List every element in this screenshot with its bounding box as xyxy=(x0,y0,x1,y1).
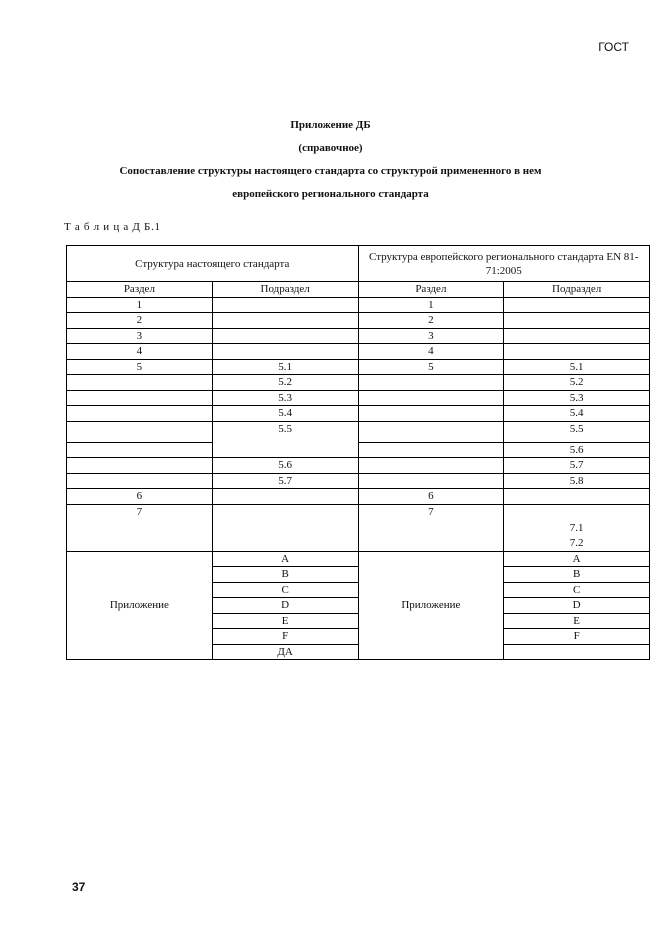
subsection-7-1: 7.1 xyxy=(569,521,584,534)
table-cell xyxy=(212,313,358,329)
table-subheader-row xyxy=(67,282,650,298)
table-cell: 5.3 xyxy=(212,390,358,406)
col-subsection-right: Подраздел xyxy=(504,282,650,298)
appendix-heading-line2: европейского регионального стандарта xyxy=(232,188,429,200)
table-cell: С xyxy=(504,582,650,598)
table-cell xyxy=(504,313,650,329)
comparison-table xyxy=(66,245,650,660)
table-row xyxy=(67,313,650,329)
table-cell: 5.7 xyxy=(504,458,650,474)
table-row xyxy=(67,489,650,505)
table-cell xyxy=(358,458,504,474)
table-cell xyxy=(358,473,504,489)
table-cell: 5 xyxy=(67,359,213,375)
table-cell xyxy=(212,344,358,360)
table-cell: 5.5 xyxy=(212,421,358,458)
table-cell: 5.8 xyxy=(504,473,650,489)
table-cell xyxy=(67,442,213,458)
table-cell xyxy=(67,375,213,391)
table-cell xyxy=(358,406,504,422)
table-cell: 4 xyxy=(67,344,213,360)
table-cell xyxy=(212,489,358,505)
table-cell: 5.2 xyxy=(212,375,358,391)
table-cell: В xyxy=(212,567,358,583)
table-cell: D xyxy=(212,598,358,614)
table-row xyxy=(67,359,650,375)
appendix-label-right: Приложение xyxy=(358,551,504,660)
table-row xyxy=(67,344,650,360)
appendix-title: Приложение ДБ xyxy=(290,119,371,131)
table-row xyxy=(67,390,650,406)
table-cell: 1 xyxy=(358,297,504,313)
table-cell xyxy=(67,473,213,489)
table-cell: 5.1 xyxy=(212,359,358,375)
table-row xyxy=(67,504,650,551)
table-cell: 6 xyxy=(67,489,213,505)
table-cell: 5.6 xyxy=(504,442,650,458)
table-cell: 5 xyxy=(358,359,504,375)
col-section-right: Раздел xyxy=(358,282,504,298)
table-row xyxy=(67,406,650,422)
table-cell: 7 xyxy=(67,504,213,551)
table-cell: E xyxy=(212,613,358,629)
table-row xyxy=(67,375,650,391)
table-row xyxy=(67,297,650,313)
table-cell xyxy=(212,504,358,551)
table-cell xyxy=(504,504,650,551)
table-cell: А xyxy=(212,551,358,567)
col-section-left: Раздел xyxy=(67,282,213,298)
table-cell: 4 xyxy=(358,344,504,360)
page-number: 37 xyxy=(72,880,86,894)
table-cell xyxy=(358,390,504,406)
table-cell: 7 xyxy=(358,504,504,551)
table-cell: 5.7 xyxy=(212,473,358,489)
table-cell: 5.4 xyxy=(504,406,650,422)
table-cell xyxy=(358,375,504,391)
table-caption: Т а б л и ц а Д Б.1 xyxy=(64,221,161,233)
table-cell: F xyxy=(212,629,358,645)
table-cell xyxy=(67,458,213,474)
table-cell: 5.5 xyxy=(504,421,650,442)
header-right: Структура европейского регионального стандарта EN 81-71:2005 xyxy=(358,246,650,282)
table-cell: ДА xyxy=(212,644,358,660)
table-cell xyxy=(504,644,650,660)
table-row xyxy=(67,473,650,489)
appendix-type: (справочное) xyxy=(298,142,363,154)
table-cell xyxy=(358,442,504,458)
table-cell: В xyxy=(504,567,650,583)
appendix-heading-line1: Сопоставление структуры настоящего стандарта со структурой примененного в нем xyxy=(119,165,542,177)
table-cell xyxy=(67,421,213,442)
table-cell: D xyxy=(504,598,650,614)
table-cell: А xyxy=(504,551,650,567)
table-cell xyxy=(504,328,650,344)
table-row xyxy=(67,458,650,474)
header-left: Структура настоящего стандарта xyxy=(67,246,359,282)
table-cell: С xyxy=(212,582,358,598)
table-cell: 5.6 xyxy=(212,458,358,474)
table-cell: 6 xyxy=(358,489,504,505)
table-cell: 5.3 xyxy=(504,390,650,406)
table-cell xyxy=(358,421,504,442)
table-cell: 2 xyxy=(358,313,504,329)
table-cell xyxy=(504,344,650,360)
table-cell: 5.1 xyxy=(504,359,650,375)
table-cell xyxy=(212,297,358,313)
comparison-table-wrap xyxy=(66,245,650,660)
table-cell xyxy=(67,406,213,422)
table-row xyxy=(67,551,650,567)
table-cell: 1 xyxy=(67,297,213,313)
table-cell: F xyxy=(504,629,650,645)
table-row xyxy=(67,328,650,344)
table-header-row xyxy=(67,246,650,282)
table-row xyxy=(67,442,650,458)
appendix-titles xyxy=(0,114,661,206)
table-cell: Е xyxy=(504,613,650,629)
table-row xyxy=(67,421,650,442)
table-cell: 3 xyxy=(67,328,213,344)
subsection-stack xyxy=(504,521,649,551)
table-cell xyxy=(67,390,213,406)
table-cell xyxy=(504,489,650,505)
table-cell: 2 xyxy=(67,313,213,329)
col-subsection-left: Подраздел xyxy=(212,282,358,298)
document-header: ГОСТ xyxy=(598,40,629,54)
table-cell xyxy=(212,328,358,344)
table-cell xyxy=(504,297,650,313)
table-cell: 5.2 xyxy=(504,375,650,391)
appendix-label-left: Приложение xyxy=(67,551,213,660)
table-cell: 5.4 xyxy=(212,406,358,422)
table-cell: 3 xyxy=(358,328,504,344)
subsection-7-2: 7.2 xyxy=(569,536,584,549)
